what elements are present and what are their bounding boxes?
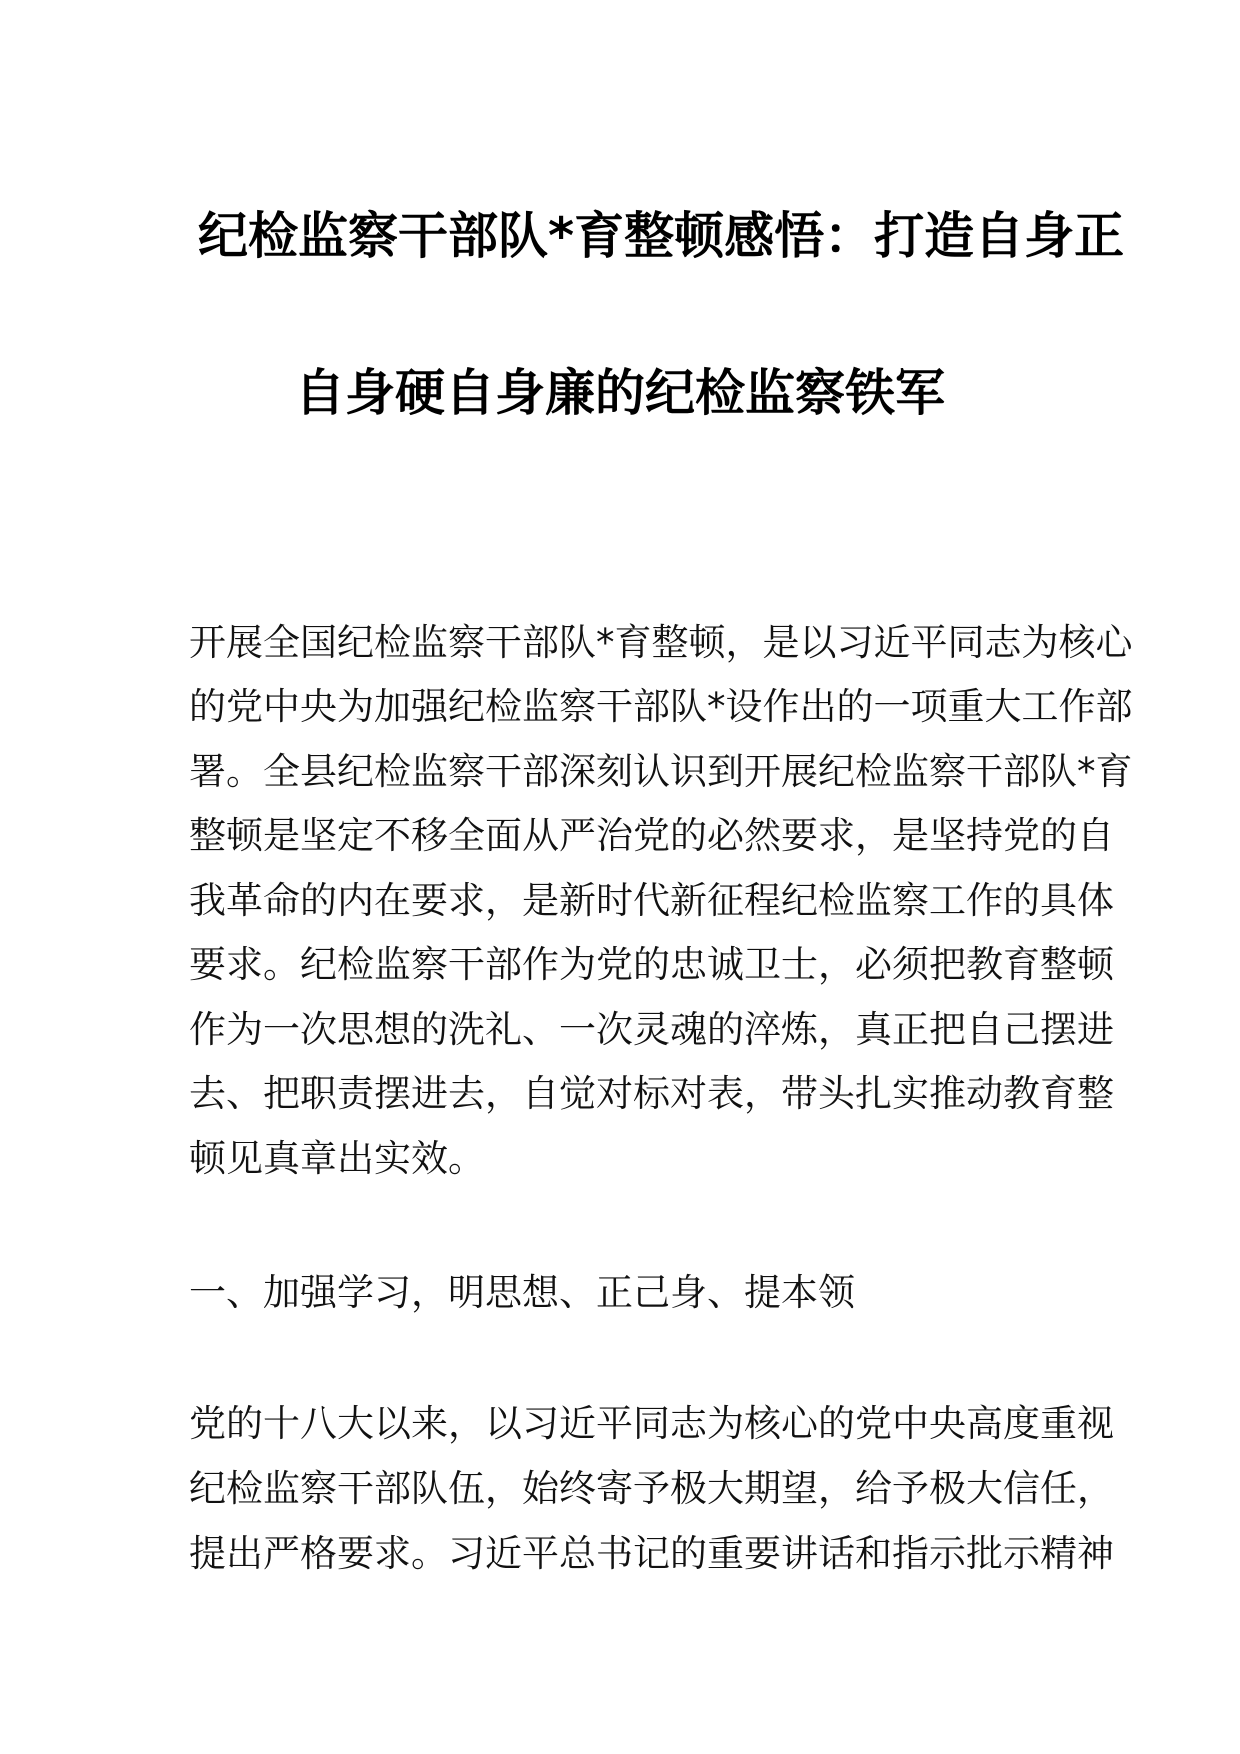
paragraph-line: 纪检监察干部队伍，始终寄予极大期望，给予极大信任， — [189, 1467, 1114, 1510]
paragraph-line: 顿见真章出实效。 — [189, 1137, 485, 1180]
paragraph-line: 要求。纪检监察干部作为党的忠诚卫士，必须把教育整顿 — [189, 943, 1114, 986]
section-heading: 一、加强学习，明思想、正己身、提本领 — [189, 1271, 855, 1314]
paragraph-line: 开展全国纪检监察干部队*育整顿，是以习近平同志为核心 — [189, 621, 1133, 664]
document-title-line-2: 自身硬自身廉的纪检监察铁军 — [295, 364, 945, 422]
paragraph-line: 的党中央为加强纪检监察干部队*设作出的一项重大工作部 — [189, 685, 1133, 728]
paragraph-line: 去、把职责摆进去，自觉对标对表，带头扎实推动教育整 — [189, 1072, 1114, 1115]
paragraph-line: 作为一次思想的洗礼、一次灵魂的淬炼，真正把自己摆进 — [189, 1008, 1114, 1051]
document-title-line-1: 纪检监察干部队*育整顿感悟：打造自身正 — [198, 207, 1125, 265]
paragraph-line: 署。全县纪检监察干部深刻认识到开展纪检监察干部队*育 — [189, 750, 1133, 793]
paragraph-line: 我革命的内在要求，是新时代新征程纪检监察工作的具体 — [189, 879, 1114, 922]
paragraph-line: 整顿是坚定不移全面从严治党的必然要求，是坚持党的自 — [189, 814, 1114, 857]
paragraph-line: 党的十八大以来，以习近平同志为核心的党中央高度重视 — [189, 1402, 1114, 1445]
paragraph-line: 提出严格要求。习近平总书记的重要讲话和指示批示精神 — [189, 1532, 1114, 1575]
